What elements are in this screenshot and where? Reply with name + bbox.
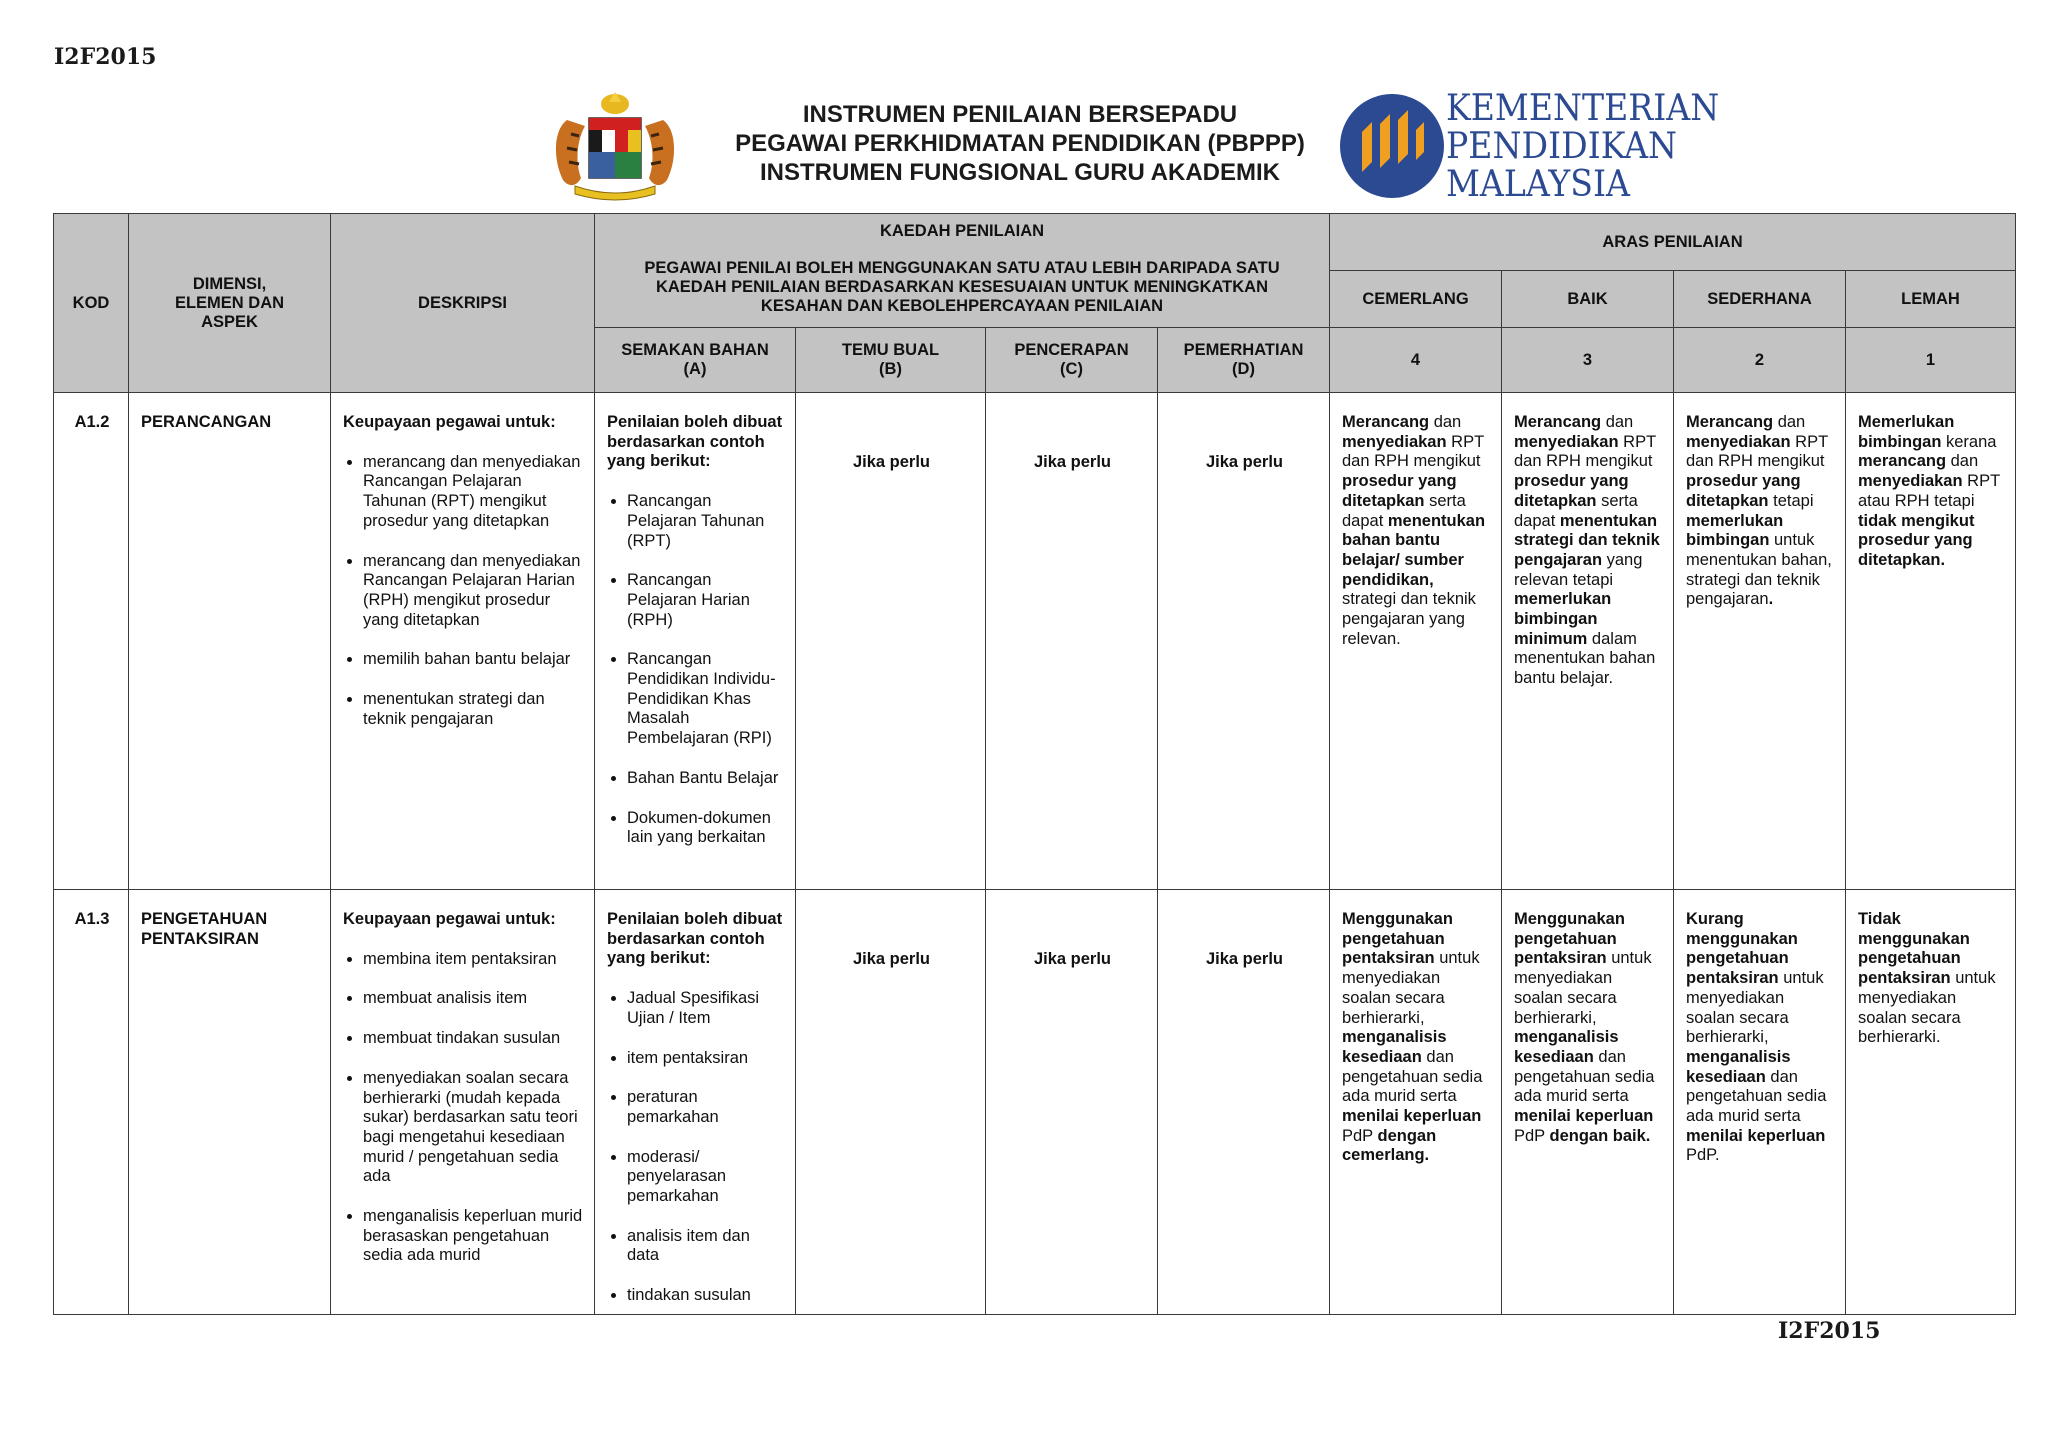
row-sederhana bbox=[1674, 890, 1846, 1315]
body-text: strategi dan teknik pengajaran yang relevan. bbox=[1342, 590, 1476, 648]
row-aspek: PENGETAHUAN PENTAKSIRAN bbox=[129, 890, 331, 1315]
row-deskripsi bbox=[331, 890, 595, 1315]
header-kod: KOD bbox=[54, 214, 129, 393]
row-temu-bual: Jika perlu bbox=[796, 393, 986, 890]
body-text: untuk menyediakan soalan secara berhierarki, bbox=[1342, 949, 1480, 1027]
body-text: serta dapat bbox=[1514, 491, 1638, 530]
header-sederhana: SEDERHANA bbox=[1674, 271, 1846, 328]
kpm-line-3: MALAYSIA bbox=[1446, 164, 1630, 205]
kaedah-title: KAEDAH PENILAIAN bbox=[879, 222, 1045, 240]
list-item: • Jadual Spesifikasi Ujian / Item bbox=[627, 989, 785, 1028]
body-text: PdP. bbox=[1686, 1146, 1720, 1165]
semakan-list bbox=[607, 989, 785, 1306]
temu-bual-code: (B) bbox=[879, 360, 902, 378]
header-pemerhatian bbox=[1158, 328, 1330, 393]
row-semakan bbox=[595, 890, 796, 1315]
kpm-logo-icon bbox=[1338, 92, 1448, 200]
title-line-2: PEGAWAI PERKHIDMATAN PENDIDIKAN (PBPPP) bbox=[735, 130, 1305, 157]
emphasis-text: Merancang bbox=[1686, 413, 1774, 431]
pemerhatian-code: (D) bbox=[1232, 360, 1255, 378]
body-text: RPT dan RPH mengikut bbox=[1514, 432, 1656, 471]
emphasis-text: dengan cemerlang. bbox=[1342, 1126, 1437, 1165]
table-row bbox=[54, 393, 2016, 890]
coat-of-arms-icon bbox=[545, 90, 685, 202]
emphasis-text: . bbox=[1768, 590, 1774, 609]
body-text: serta dapat bbox=[1342, 491, 1466, 530]
row-pemerhatian: Jika perlu bbox=[1158, 393, 1330, 890]
header-pencerapan bbox=[986, 328, 1158, 393]
kpm-line-1: KEMENTERIAN bbox=[1446, 88, 1720, 129]
deskripsi-intro: Keupayaan pegawai untuk: bbox=[343, 413, 556, 431]
body-text: RPT dan RPH mengikut bbox=[1342, 432, 1484, 471]
emphasis-text: Menggunakan pengetahuan pentaksiran bbox=[1514, 910, 1625, 968]
emphasis-text: menilai keperluan bbox=[1686, 1126, 1826, 1145]
body-text: untuk menyediakan soalan secara berhierarki, bbox=[1514, 949, 1652, 1027]
pencerapan-code: (C) bbox=[1060, 360, 1083, 378]
list-item: • membina item pentaksiran bbox=[363, 950, 584, 970]
emphasis-text: memerlukan bimbingan bbox=[1686, 511, 1784, 550]
row-aspek: PERANCANGAN bbox=[129, 393, 331, 890]
body-text: dan pengetahuan sedia ada murid serta bbox=[1514, 1047, 1655, 1106]
list-item: • merancang dan menyediakan Rancangan Pelajaran Harian (RPH) mengikut prosedur yang ditetapkan bbox=[363, 552, 584, 631]
temu-bual-label: TEMU BUAL bbox=[841, 341, 940, 359]
emphasis-text: menentukan strategi dan teknik pengajaran bbox=[1514, 511, 1660, 569]
emphasis-text: menyediakan bbox=[1342, 432, 1447, 451]
list-item: • menganalisis keperluan murid berasaskan pengetahuan sedia ada murid bbox=[363, 1207, 584, 1266]
list-item: • moderasi/ penyelarasan pemarkahan bbox=[627, 1148, 785, 1207]
document-code-footer: I2F2015 bbox=[1778, 1318, 1881, 1344]
body-text: PdP bbox=[1342, 1126, 1378, 1145]
row-pencerapan: Jika perlu bbox=[986, 393, 1158, 890]
row-kod: A1.3 bbox=[54, 890, 129, 1315]
list-item: • Dokumen-dokumen lain yang berkaitan bbox=[627, 809, 785, 848]
pemerhatian-label: PEMERHATIAN bbox=[1183, 341, 1304, 359]
body-text: dalam menentukan bahan bantu belajar. bbox=[1514, 629, 1656, 688]
row-pemerhatian: Jika perlu bbox=[1158, 890, 1330, 1315]
row-baik bbox=[1502, 393, 1674, 890]
row-lemah bbox=[1846, 393, 2016, 890]
emphasis-text: Kurang menggunakan pengetahuan pentaksiran bbox=[1686, 910, 1798, 988]
kpm-line-2: PENDIDIKAN bbox=[1446, 126, 1678, 167]
list-item: • peraturan pemarkahan bbox=[627, 1088, 785, 1127]
row-lemah bbox=[1846, 890, 2016, 1315]
list-item: • analisis item dan data bbox=[627, 1227, 785, 1266]
deskripsi-list bbox=[343, 453, 584, 730]
body-text: untuk menyediakan soalan secara berhierarki. bbox=[1858, 969, 1996, 1047]
emphasis-text: Merancang bbox=[1342, 413, 1430, 431]
page-header bbox=[0, 84, 2048, 204]
semakan-list bbox=[607, 492, 785, 848]
row-deskripsi bbox=[331, 393, 595, 890]
document-title bbox=[690, 100, 1350, 187]
list-item: • merancang dan menyediakan Rancangan Pelajaran Tahunan (RPT) mengikut prosedur yang ditetapkan bbox=[363, 453, 584, 532]
row-baik bbox=[1502, 890, 1674, 1315]
row-sederhana bbox=[1674, 393, 1846, 890]
body-text: yang relevan tetapi bbox=[1514, 550, 1643, 589]
emphasis-text: menganalisis kesediaan bbox=[1342, 1028, 1447, 1066]
header-temu-bual bbox=[796, 328, 986, 393]
emphasis-text: menentukan bahan bantu belajar/ sumber pendidikan, bbox=[1342, 511, 1486, 589]
emphasis-text: Tidak menggunakan pengetahuan pentaksiran bbox=[1858, 910, 1970, 988]
header-cemerlang: CEMERLANG bbox=[1330, 271, 1502, 328]
emphasis-text: menyediakan bbox=[1514, 432, 1619, 451]
header-baik: BAIK bbox=[1502, 271, 1674, 328]
header-dimensi: DIMENSI, ELEMEN DAN ASPEK bbox=[129, 214, 331, 393]
body-text: untuk menyediakan soalan secara berhierarki, bbox=[1686, 969, 1824, 1047]
emphasis-text: Merancang bbox=[1514, 413, 1602, 431]
deskripsi-intro: Keupayaan pegawai untuk: bbox=[343, 910, 556, 928]
emphasis-text: prosedur yang ditetapkan bbox=[1342, 472, 1457, 510]
score-1: 1 bbox=[1846, 328, 2016, 393]
body-text: RPT dan RPH mengikut bbox=[1686, 432, 1828, 471]
list-item: • tindakan susulan bbox=[627, 1286, 785, 1306]
body-text: tetapi bbox=[1768, 491, 1814, 510]
row-pencerapan: Jika perlu bbox=[986, 890, 1158, 1315]
title-line-1: INSTRUMEN PENILAIAN BERSEPADU bbox=[802, 101, 1238, 128]
body-text: kerana bbox=[1941, 432, 1997, 451]
kaedah-note: PEGAWAI PENILAI BOLEH MENGGUNAKAN SATU ATAU LEBIH DARIPADA SATU KAEDAH PENILAIAN BERDASARKAN KESESUAIAN UNTUK MENINGKATKAN KESAHAN DAN KEBOLEHPERCAYAAN PENILAIAN bbox=[644, 259, 1280, 315]
semakan-label: SEMAKAN BAHAN bbox=[621, 341, 769, 359]
assessment-table bbox=[53, 213, 2016, 1315]
emphasis-text: menilai keperluan bbox=[1514, 1107, 1654, 1126]
body-text: dan bbox=[1601, 413, 1634, 431]
emphasis-text: prosedur yang ditetapkan bbox=[1686, 472, 1801, 510]
emphasis-text: menilai keperluan bbox=[1342, 1107, 1482, 1126]
row-kod: A1.2 bbox=[54, 393, 129, 890]
document-code: I2F2015 bbox=[54, 44, 157, 70]
list-item: • menentukan strategi dan teknik pengajaran bbox=[363, 690, 584, 729]
score-3: 3 bbox=[1502, 328, 1674, 393]
emphasis-text: prosedur yang ditetapkan bbox=[1514, 472, 1629, 510]
emphasis-text: tidak mengikut prosedur yang ditetapkan. bbox=[1858, 511, 1975, 569]
body-text: untuk menentukan bahan, strategi dan teknik pengajaran bbox=[1686, 531, 1832, 609]
row-cemerlang bbox=[1330, 890, 1502, 1315]
header-deskripsi: DESKRIPSI bbox=[331, 214, 595, 393]
emphasis-text: Menggunakan pengetahuan pentaksiran bbox=[1342, 910, 1453, 968]
body-text: dan pengetahuan sedia ada murid serta bbox=[1686, 1067, 1827, 1126]
body-text: dan bbox=[1773, 413, 1806, 431]
score-2: 2 bbox=[1674, 328, 1846, 393]
list-item: • memilih bahan bantu belajar bbox=[363, 650, 584, 670]
list-item: • item pentaksiran bbox=[627, 1049, 785, 1069]
list-item: • menyediakan soalan secara berhierarki (mudah kepada sukar) berdasarkan satu teori bagi mengetahui kesediaan murid / pengetahuan sedia ada bbox=[363, 1069, 584, 1187]
semakan-intro: Penilaian boleh dibuat berdasarkan contoh yang berikut: bbox=[607, 910, 783, 968]
emphasis-text: menganalisis kesediaan bbox=[1514, 1028, 1619, 1066]
list-item: • Bahan Bantu Belajar bbox=[627, 769, 785, 789]
emphasis-text: menyediakan bbox=[1686, 432, 1791, 451]
list-item: • membuat analisis item bbox=[363, 989, 584, 1009]
emphasis-text: dengan baik. bbox=[1549, 1126, 1651, 1145]
header-aras: ARAS PENILAIAN bbox=[1330, 214, 2016, 271]
semakan-intro: Penilaian boleh dibuat berdasarkan contoh yang berikut: bbox=[607, 413, 783, 471]
table-row bbox=[54, 890, 2016, 1315]
emphasis-text: Memerlukan bimbingan bbox=[1858, 413, 1955, 451]
list-item: • Rancangan Pelajaran Harian (RPH) bbox=[627, 571, 785, 630]
row-cemerlang bbox=[1330, 393, 1502, 890]
kpm-wordmark bbox=[1446, 90, 1743, 204]
body-text: RPT atau RPH tetapi bbox=[1858, 472, 2000, 510]
body-text: PdP bbox=[1514, 1126, 1550, 1145]
emphasis-text: menganalisis kesediaan bbox=[1686, 1047, 1791, 1086]
row-semakan bbox=[595, 393, 796, 890]
header-lemah: LEMAH bbox=[1846, 271, 2016, 328]
header-kaedah bbox=[595, 214, 1330, 328]
body-text: dan bbox=[1946, 452, 1979, 471]
emphasis-text: memerlukan bimbingan minimum bbox=[1514, 590, 1612, 648]
pencerapan-label: PENCERAPAN bbox=[1014, 341, 1129, 359]
header-semakan bbox=[595, 328, 796, 393]
title-line-3: INSTRUMEN FUNGSIONAL GURU AKADEMIK bbox=[760, 159, 1280, 186]
deskripsi-list bbox=[343, 950, 584, 1266]
list-item: • Rancangan Pendidikan Individu-Pendidikan Khas Masalah Pembelajaran (RPI) bbox=[627, 650, 785, 749]
emphasis-text: merancang bbox=[1858, 452, 1947, 471]
body-text: dan bbox=[1429, 413, 1462, 431]
list-item: • Rancangan Pelajaran Tahunan (RPT) bbox=[627, 492, 785, 551]
emphasis-text: menyediakan bbox=[1858, 472, 1963, 491]
row-temu-bual: Jika perlu bbox=[796, 890, 986, 1315]
body-text: dan pengetahuan sedia ada murid serta bbox=[1342, 1047, 1483, 1106]
semakan-code: (A) bbox=[683, 360, 707, 378]
score-4: 4 bbox=[1330, 328, 1502, 393]
list-item: • membuat tindakan susulan bbox=[363, 1029, 584, 1049]
